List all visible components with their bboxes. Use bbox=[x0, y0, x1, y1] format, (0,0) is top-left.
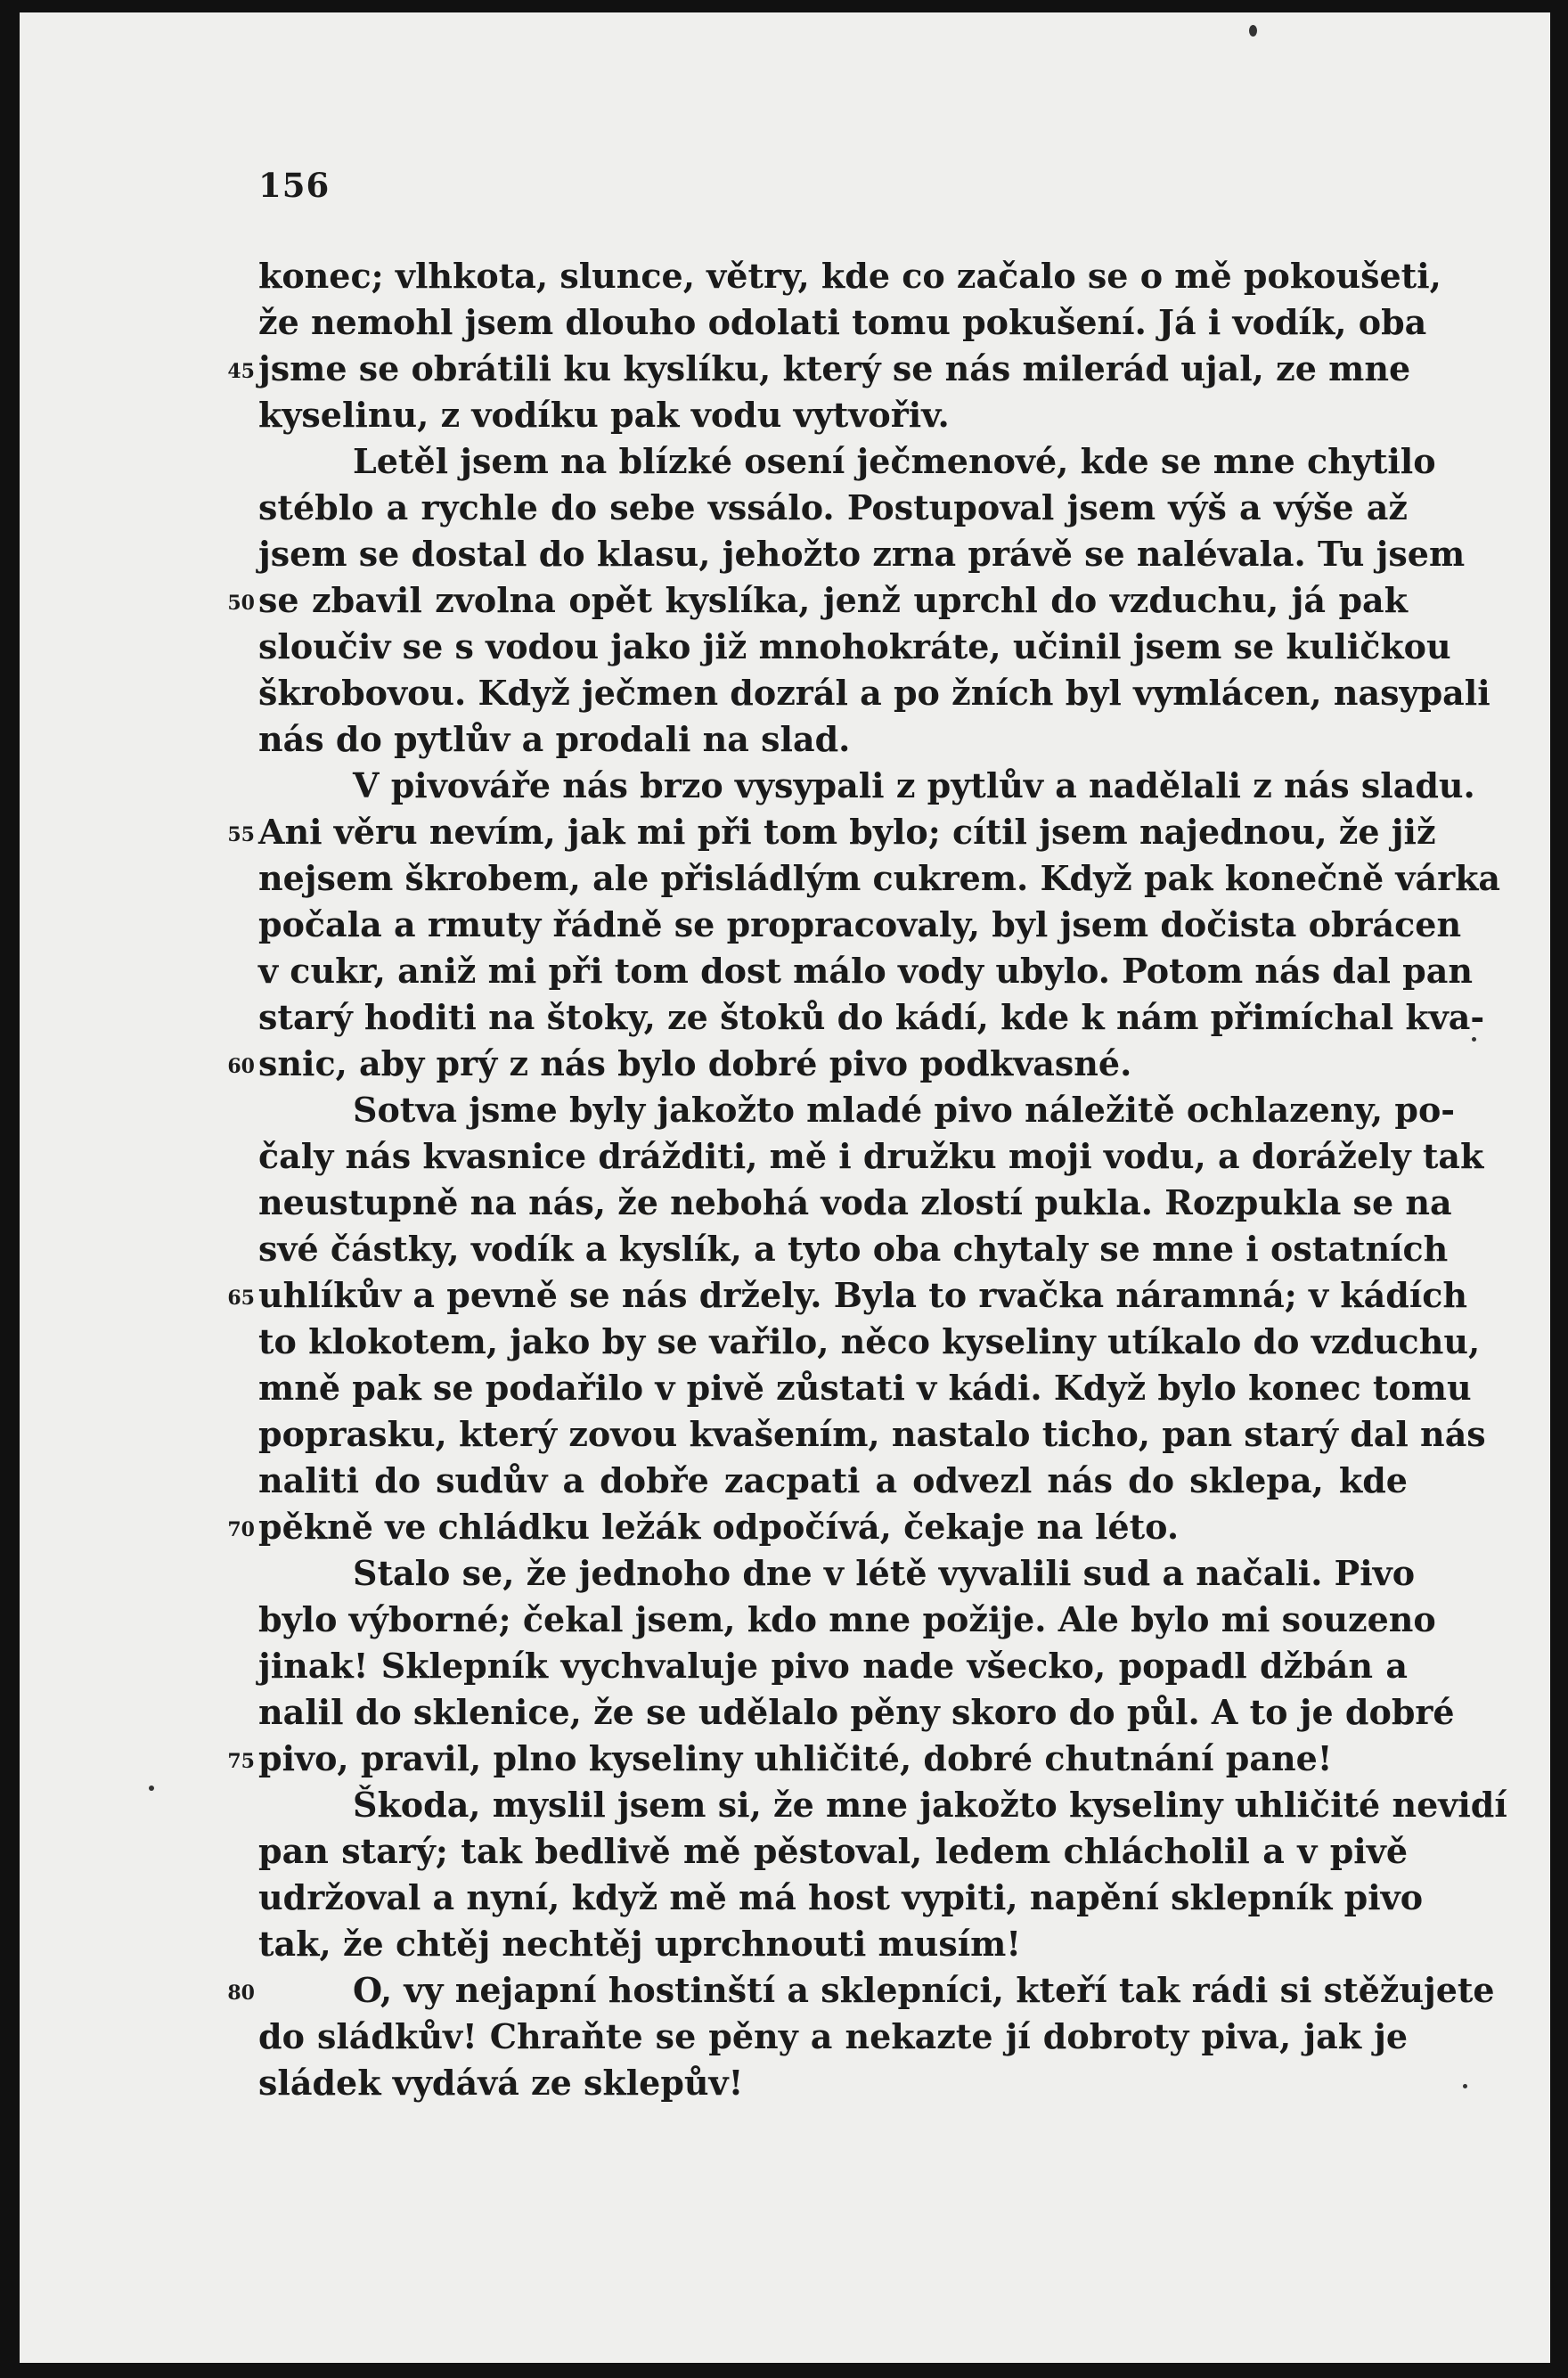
page-number: 156 bbox=[258, 166, 331, 205]
text-line: že nemohl jsem dlouho odolati tomu pokušení. Já i vodík, oba bbox=[258, 302, 1427, 342]
line-number-marker: 55 bbox=[227, 823, 255, 846]
text-line: pan starý; tak bedlivě mě pěstoval, ledem chlácholil a v pivě bbox=[258, 1831, 1408, 1871]
line-number-marker: 60 bbox=[227, 1055, 255, 1078]
book-page bbox=[20, 12, 1550, 2363]
text-line: sloučiv se s vodou jako již mnohokráte, učinil jsem se kuličkou bbox=[258, 626, 1451, 666]
line-number-marker: 50 bbox=[227, 592, 255, 615]
text-line: tak, že chtěj nechtěj uprchnouti musím! bbox=[258, 1924, 1022, 1964]
text-line: v cukr, aniž mi při tom dost málo vody ubylo. Potom nás dal pan bbox=[258, 951, 1473, 991]
text-line: udržoval a nyní, když mě má host vypiti, napění sklepník pivo bbox=[258, 1877, 1424, 1917]
text-line: stéblo a rychle do sebe vssálo. Postupoval jsem výš a výše až bbox=[258, 487, 1408, 527]
text-line: V pivováře nás brzo vysypali z pytlův a nadělali z nás sladu. bbox=[353, 765, 1475, 805]
line-number-marker: 75 bbox=[227, 1750, 255, 1773]
text-line: se zbavil zvolna opět kyslíka, jenž uprchl do vzduchu, já pak bbox=[258, 580, 1408, 620]
text-line: Letěl jsem na blízké osení ječmenové, kde se mne chytilo bbox=[353, 441, 1436, 481]
text-line: bylo výborné; čekal jsem, kdo mne požije. Ale bylo mi souzeno bbox=[258, 1599, 1436, 1639]
text-line: uhlíkův a pevně se nás držely. Byla to rvačka náramná; v kádích bbox=[258, 1275, 1468, 1315]
text-line: neustupně na nás, že nebohá voda zlostí pukla. Rozpukla se na bbox=[258, 1182, 1452, 1222]
text-line: Sotva jsme byly jakožto mladé pivo náležitě ochlazeny, po- bbox=[353, 1090, 1456, 1130]
text-line: naliti do sudův a dobře zacpati a odvezl nás do sklepa, kde bbox=[258, 1460, 1408, 1500]
text-line: mně pak se podařilo v pivě zůstati v kádi. Když bylo konec tomu bbox=[258, 1368, 1472, 1408]
text-line: poprasku, který zovou kvašením, nastalo ticho, pan starý dal nás bbox=[258, 1414, 1486, 1454]
text-line: pěkně ve chládku ležák odpočívá, čekaje na léto. bbox=[258, 1507, 1180, 1547]
text-line: nejsem škrobem, ale přisládlým cukrem. Když pak konečně várka bbox=[258, 858, 1501, 898]
line-number-marker: 70 bbox=[227, 1518, 255, 1541]
print-speck bbox=[1249, 25, 1257, 37]
text-line: to klokotem, jako by se vařilo, něco kyseliny utíkalo do vzduchu, bbox=[258, 1321, 1481, 1361]
text-line: jsem se dostal do klasu, jehožto zrna právě se nalévala. Tu jsem bbox=[258, 534, 1466, 574]
text-line: O, vy nejapní hostinští a sklepníci, kteří tak rádi si stěžujete bbox=[353, 1970, 1495, 2010]
text-line: Ani věru nevím, jak mi při tom bylo; cítil jsem najednou, že již bbox=[258, 812, 1436, 852]
text-line: jsme se obrátili ku kyslíku, který se nás milerád ujal, ze mne bbox=[258, 348, 1411, 388]
text-line: kyselinu, z vodíku pak vodu vytvořiv. bbox=[258, 395, 950, 435]
print-speck bbox=[149, 1786, 154, 1791]
text-line: počala a rmuty řádně se propracovaly, byl jsem dočista obrácen bbox=[258, 904, 1462, 944]
text-line: škrobovou. Když ječmen dozrál a po žních byl vymlácen, nasypali bbox=[258, 673, 1490, 713]
text-line: pivo, pravil, plno kyseliny uhličité, dobré chutnání pane! bbox=[258, 1738, 1333, 1778]
print-speck bbox=[1472, 1037, 1476, 1042]
text-line: starý hoditi na štoky, ze štoků do kádí, kde k nám přimíchal kva- bbox=[258, 997, 1485, 1037]
text-line: sládek vydává ze sklepův! bbox=[258, 2063, 744, 2103]
text-line: nás do pytlův a prodali na slad. bbox=[258, 719, 851, 759]
text-line: do sládkův! Chraňte se pěny a nekazte jí dobroty piva, jak je bbox=[258, 2016, 1408, 2056]
text-line: snic, aby prý z nás bylo dobré pivo podkvasné. bbox=[258, 1043, 1132, 1083]
line-number-marker: 45 bbox=[227, 360, 255, 383]
text-line: konec; vlhkota, slunce, větry, kde co začalo se o mě pokoušeti, bbox=[258, 256, 1441, 296]
text-line: jinak! Sklepník vychvaluje pivo nade všecko, popadl džbán a bbox=[258, 1646, 1408, 1686]
text-line: čaly nás kvasnice drážditi, mě i družku moji vodu, a dorážely tak bbox=[258, 1136, 1484, 1176]
text-line: své částky, vodík a kyslík, a tyto oba chytaly se mne i ostatních bbox=[258, 1229, 1449, 1269]
line-number-marker: 80 bbox=[227, 1982, 255, 2005]
print-speck bbox=[1463, 2084, 1467, 2088]
text-line: Škoda, myslil jsem si, že mne jakožto kyseliny uhličité nevidí bbox=[353, 1785, 1507, 1825]
text-line: nalil do sklenice, že se udělalo pěny skoro do půl. A to je dobré bbox=[258, 1692, 1455, 1732]
line-number-marker: 65 bbox=[227, 1287, 255, 1310]
text-line: Stalo se, že jednoho dne v létě vyvalili sud a načali. Pivo bbox=[353, 1553, 1416, 1593]
